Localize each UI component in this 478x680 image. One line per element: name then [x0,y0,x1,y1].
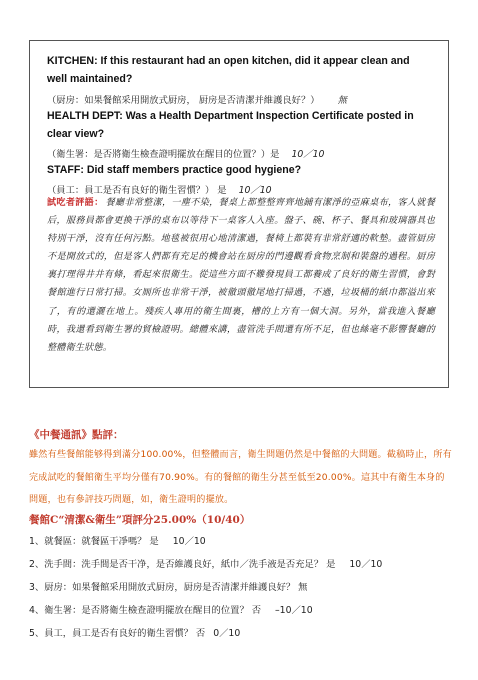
score-item [29,602,313,616]
health-question-zh-text: （衛生署：是否將衛生檢查證明擺放在醒目的位置？）是 [47,149,280,160]
score-item-value: 10／10 [172,536,206,547]
reviewer-comment [47,194,435,357]
section-title: 《中餐通訊》點評： [29,429,124,441]
score-item-text: 3、厨房：如果餐館采用開放式厨房，厨房是否清潔并維護良好？ 無 [29,582,308,593]
score-item [29,625,240,639]
score-item-text: 1、就餐區：就餐區干凈嗎？ 是 [29,536,159,547]
staff-question-zh-text: （員工：員工是否有良好的衛生習慣？） 是 [47,185,227,196]
health-question-zh [47,146,324,160]
score-item [29,579,321,593]
kitchen-question-zh [47,92,347,106]
summary-paragraph: 雖然有些餐館能够得到滿分100.00%，但整體而言，衛生問題仍然是中餐館的大問題。截稿時止，所有完成試吃的餐館衛生平均分僅有70.90%。有的餐館的衛生分甚至低至20.00%。這其中有衛生本身的問題，也有參評技巧問題，如，衛生證明的擺放。 [29,450,452,505]
kitchen-question-en: KITCHEN: If this restaurant had an open kitchen, did it appear clean and [47,55,410,67]
score-item-text: 4、衛生署：是否將衛生檢查證明擺放在醒目的位置？ 否 [29,605,261,616]
score-item [29,556,382,570]
score-item-text: 5、員工，員工是否有良好的衛生習慣？ 否 [29,628,206,639]
score-item-value: 0／10 [213,628,241,639]
score-item-value: 10／10 [349,559,383,570]
reviewer-comment-label: 試吃者評語： [47,197,104,208]
staff-answer: 10／10 [238,185,272,196]
health-answer: 10／10 [291,149,325,160]
kitchen-question-en-cont: well maintained? [47,73,133,85]
health-question-en-cont: clear view? [47,128,105,140]
score-item [29,533,206,547]
score-title: 餐館C“清潔&衛生”項評分25.00%（10/40） [29,514,251,526]
kitchen-question-zh-text: （厨房：如果餐館采用開放式厨房， 厨房是否清潔并維護良好？） [47,95,320,106]
score-item-text: 2、洗手間：洗手間是否干净，是否維護良好，紙巾／洗手液是否充足？ 是 [29,559,336,570]
reviewer-comment-text: 餐廳非常整潔，一塵不染，餐桌上都整整齊齊地鋪有潔淨的亞麻桌布，客人就餐后，服務員都會更換干淨的桌布以等待下一桌客人入座。盤子、碗、杯子、餐具和玻璃器具也特別干淨，沒有任何污點。地毯被很用心地清潔過，餐椅上都裝有非常舒適的軟墊。盡管厨房不是開放式的，但是客人們都有充足的機會站在厨房的門邊觀看食物烹制和裝盤的過程。厨房裏打理得井井有條，看起來很衛生。從這些方面不難發現員工都養成了良好的衛生習慣，會對餐館進行日常打掃。女厠所也非常干淨，被徹頭徹尾地打掃過，不過，垃圾桶的紙巾都溢出來了，有的還灑在地上。殘疾人專用的衛生間裏，槽的上方有一個大洞。另外，當我進入餐廳時，我還看到衛生署的貿檢證明。總體來講，盡管洗手間還有所不足，但也絲毫不影響餐廳的整體衛生狀態。 [47,198,435,353]
kitchen-answer: 無 [337,95,347,106]
staff-question-en: STAFF: Did staff members practice good hygiene? [47,164,302,176]
score-item-value: –10／10 [275,605,313,616]
health-question-en: HEALTH DEPT: Was a Health Department Inspection Certificate posted in [47,110,414,122]
